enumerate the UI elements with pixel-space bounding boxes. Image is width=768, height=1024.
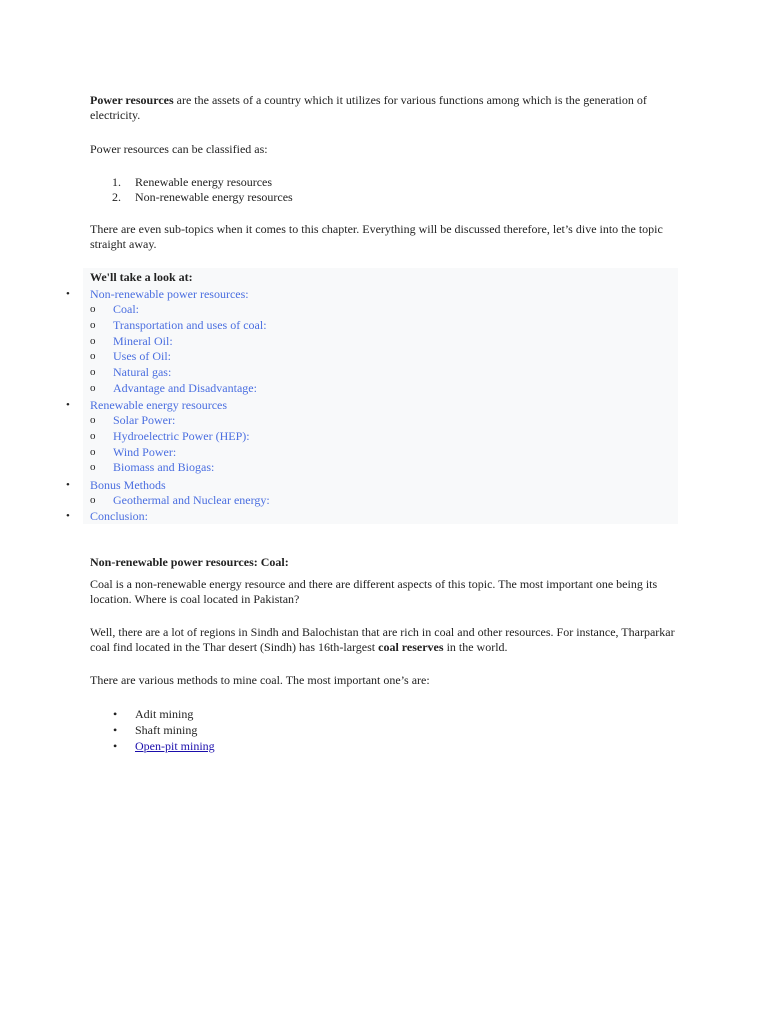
method-adit: Adit mining [135,707,194,721]
section-heading: Non-renewable power resources: Coal: [90,555,289,569]
list-text: Renewable energy resources [135,175,273,189]
intro-lead-bold: Power resources [90,93,174,107]
toc-link-non-renewable[interactable]: Non-renewable power resources: [90,287,249,301]
toc-link-hydroelectric[interactable]: Hydroelectric Power (HEP): [113,429,250,443]
circle-bullet-icon: o [90,382,96,394]
intro-lead-rest: are the assets of a country which it utilizes for various functions among which is the generation of electricity. [90,93,647,122]
toc-link-conclusion[interactable]: Conclusion: [90,509,149,523]
toc-link-advantage[interactable]: Advantage and Disadvantage: [113,381,257,395]
circle-bullet-icon: o [90,446,96,458]
bullet-icon: • [66,288,70,300]
bullet-icon: • [66,510,70,522]
toc-link-solar[interactable]: Solar Power: [113,413,176,427]
subtopics-paragraph: There are even sub-topics when it comes to this chapter. Everything will be discussed therefore, let’s dive into the topic straight away. [90,222,663,251]
toc-link-transportation[interactable]: Transportation and uses of coal: [113,318,267,332]
toc-link-natural-gas[interactable]: Natural gas: [113,365,172,379]
toc-link-wind[interactable]: Wind Power: [113,445,177,459]
method-open-pit-link[interactable]: Open-pit mining [135,739,215,753]
toc-link-mineral-oil[interactable]: Mineral Oil: [113,334,173,348]
circle-bullet-icon: o [90,366,96,378]
coal-paragraph-2 [90,625,680,655]
table-of-contents [83,268,678,524]
bullet-icon: • [113,723,118,737]
list-number: 2. [112,190,121,204]
circle-bullet-icon: o [90,319,96,331]
circle-bullet-icon: o [90,494,96,506]
toc-link-biomass[interactable]: Biomass and Biogas: [113,460,215,474]
toc-link-geothermal[interactable]: Geothermal and Nuclear energy: [113,493,270,507]
list-text: Non-renewable energy resources [135,190,293,204]
bullet-icon: • [113,739,118,753]
toc-heading: We'll take a look at: [90,270,193,284]
toc-link-uses-of-oil[interactable]: Uses of Oil: [113,349,171,363]
toc-link-renewable[interactable]: Renewable energy resources [90,398,228,412]
circle-bullet-icon: o [90,335,96,347]
bullet-icon: • [66,399,70,411]
bullet-icon: • [113,707,118,721]
ordered-list-item [112,175,272,190]
p2-after: in the world. [443,640,508,654]
circle-bullet-icon: o [90,303,96,315]
classified-paragraph: Power resources can be classified as: [90,142,268,156]
ordered-list-item [112,190,293,205]
p2-bold: coal reserves [378,640,444,654]
toc-link-bonus[interactable]: Bonus Methods [90,478,166,492]
toc-link-coal[interactable]: Coal: [113,302,139,316]
intro-paragraph [90,93,680,123]
p2-before: Well, there are a lot of regions in Sindh and Balochistan that are rich in coal and other resources. For instance, Tharparkar coal find located in the Thar desert (Sindh) has 16th-largest [90,625,675,654]
circle-bullet-icon: o [90,350,96,362]
bullet-icon: • [66,479,70,491]
coal-paragraph-1: Coal is a non-renewable energy resource and there are different aspects of this topic. The most important one being its location. Where is coal located in Pakistan? [90,577,658,606]
circle-bullet-icon: o [90,414,96,426]
circle-bullet-icon: o [90,461,96,473]
list-number: 1. [112,175,121,189]
coal-paragraph-3: There are various methods to mine coal. The most important one’s are: [90,673,430,687]
method-shaft: Shaft mining [135,723,198,737]
circle-bullet-icon: o [90,430,96,442]
